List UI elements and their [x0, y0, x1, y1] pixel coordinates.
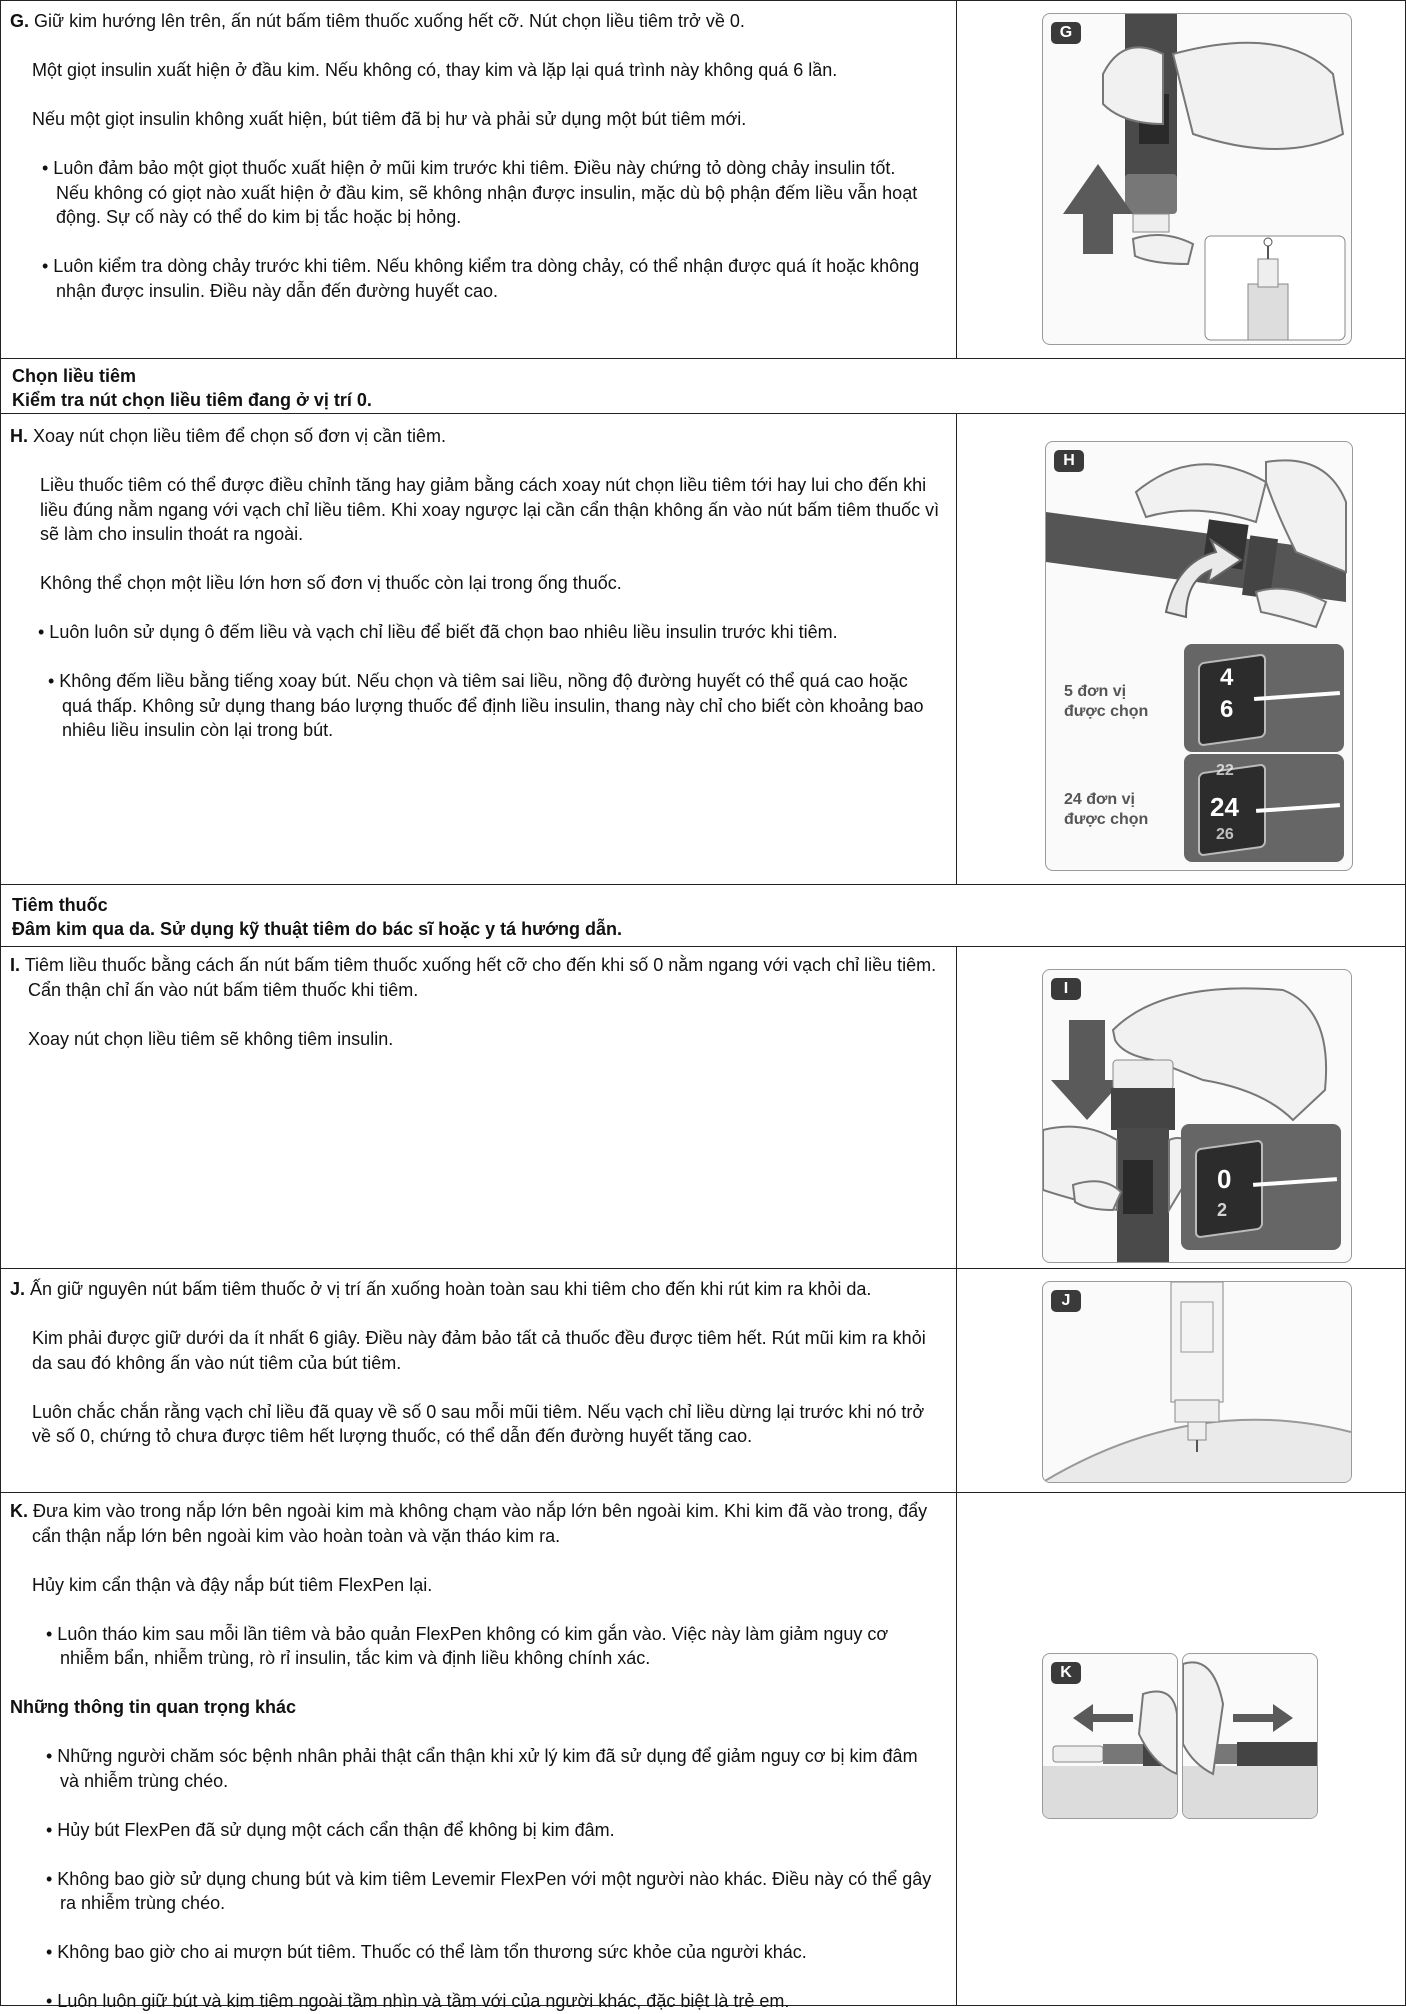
step-h-label: H.	[10, 426, 28, 446]
caption-24-units: 24 đơn vị được chọn	[1064, 791, 1149, 828]
dose-number: 4	[1220, 664, 1234, 691]
step-k-label: K.	[10, 1501, 28, 1521]
step-k-row	[0, 1492, 1406, 2011]
step-i-lead	[10, 953, 940, 1002]
step-g-text	[10, 9, 940, 303]
section-inject-header	[0, 884, 1406, 946]
figure-j	[1042, 1281, 1352, 1483]
figure-g	[1042, 13, 1352, 345]
step-g-lead-text: Giữ kim hướng lên trên, ấn nút bấm tiêm thuốc xuống hết cỡ. Nút chọn liều tiêm trở về 0.	[34, 11, 745, 31]
figure-g-badge: G	[1051, 22, 1081, 44]
step-h-lead	[10, 424, 940, 449]
section-dose-title: Chọn liều tiêm	[12, 366, 137, 386]
step-h-paragraph: Không thể chọn một liều lớn hơn số đơn vị thuốc còn lại trong ống thuốc.	[40, 573, 622, 593]
dose-number: 2	[1217, 1200, 1228, 1220]
step-j-row	[0, 1268, 1406, 1492]
dose-window-zero	[1181, 1124, 1341, 1250]
figure-h	[1045, 441, 1353, 871]
section-inject-subtitle: Đâm kim qua da. Sử dụng kỹ thuật tiêm do bác sĩ hoặc y tá hướng dẫn.	[12, 919, 622, 939]
dose-window-24	[1184, 754, 1344, 862]
caption-5-units: 5 đơn vị được chọn	[1064, 683, 1149, 720]
step-i-lead-text: Tiêm liều thuốc bằng cách ấn nút bấm tiêm thuốc xuống hết cỡ cho đến khi số 0 nằm ngang với vạch chỉ liều tiêm. Cẩn thận chỉ ấn vào nút bấm tiêm thuốc khi tiêm.	[24, 955, 937, 1000]
figure-k-right-illustration	[1183, 1654, 1317, 1818]
section-dose-header	[0, 358, 1406, 413]
dose-number: 22	[1216, 762, 1234, 779]
figure-k-right	[1182, 1653, 1318, 1819]
step-k-text	[10, 1499, 940, 2014]
step-i-text	[10, 953, 940, 1051]
dose-number: 26	[1216, 826, 1234, 843]
step-g-paragraph: Nếu một giọt insulin không xuất hiện, bút tiêm đã bị hư và phải sử dụng một bút tiêm mới.	[32, 109, 747, 129]
dose-number: 0	[1217, 1164, 1232, 1194]
step-k-bullet: • Luôn tháo kim sau mỗi lần tiêm và bảo quản FlexPen không có kim gắn vào. Việc này làm giảm nguy cơ nhiễm bẩn, nhiễm trùng, rò rỉ insulin, tắc kim và định liều không chính xác.	[46, 1623, 889, 1668]
dose-number: 24	[1210, 792, 1239, 822]
step-j-paragraph: Kim phải được giữ dưới da ít nhất 6 giây. Điều này đảm bảo tất cả thuốc đều được tiêm hết. Rút mũi kim ra khỏi da sau đó không ấn vào nút tiêm của bút tiêm.	[32, 1328, 926, 1373]
step-j-paragraph: Luôn chắc chắn rằng vạch chỉ liều đã quay về số 0 sau mỗi mũi tiêm. Nếu vạch chỉ liều dừng lại trước khi nó trở về số 0, chứng tỏ chưa được tiêm hết lượng thuốc, có thể dẫn đến đường huyết tăng cao.	[32, 1401, 925, 1446]
other-info-bullet: • Không bao giờ cho ai mượn bút tiêm. Thuốc có thể làm tổn thương sức khỏe của người khác.	[46, 1942, 807, 1962]
step-j-label: J.	[10, 1279, 26, 1299]
step-j-lead-text: Ấn giữ nguyên nút bấm tiêm thuốc ở vị trí ấn xuống hoàn toàn sau khi tiêm cho đến khi rút kim ra khỏi da.	[30, 1279, 872, 1299]
step-h-text	[10, 424, 940, 743]
step-i-paragraph: Xoay nút chọn liều tiêm sẽ không tiêm insulin.	[28, 1028, 394, 1049]
step-h-bullet: • Không đếm liều bằng tiếng xoay bút. Nếu chọn và tiêm sai liều, nồng độ đường huyết có thể quá cao hoặc quá thấp. Không sử dụng thang báo lượng thuốc để định liều insulin, thang này chỉ cho biết còn khoảng bao nhiêu liều insulin còn lại trong bút.	[48, 671, 924, 740]
figure-h-illustration	[1046, 442, 1352, 642]
figure-h-badge: H	[1054, 450, 1084, 472]
step-g-row	[0, 0, 1406, 358]
figure-j-illustration	[1043, 1282, 1351, 1482]
step-h-paragraph: Liều thuốc tiêm có thể được điều chỉnh tăng hay giảm bằng cách xoay nút chọn liều tiêm tới hay lui cho đến khi liều đúng nằm ngang với vạch chỉ liều tiêm. Khi xoay ngược lại cần cẩn thận không ấn vào nút bấm tiêm thuốc vì sẽ làm cho insulin thoát ra ngoài.	[40, 475, 940, 544]
figure-k-badge: K	[1051, 1662, 1081, 1684]
step-k-lead	[10, 1499, 940, 1548]
step-g-bullet: • Luôn kiểm tra dòng chảy trước khi tiêm. Nếu không kiểm tra dòng chảy, có thể nhận được quá ít hoặc không nhận được insulin. Điều này dẫn đến đường huyết cao.	[42, 256, 920, 301]
step-h-row	[0, 413, 1406, 884]
step-g-lead	[10, 9, 940, 34]
dose-window-5	[1184, 644, 1344, 752]
step-h-bullet: • Luôn luôn sử dụng ô đếm liều và vạch chỉ liều để biết đã chọn bao nhiêu liều insulin trước khi tiêm.	[38, 622, 838, 642]
other-info-bullet: • Những người chăm sóc bệnh nhân phải thật cẩn thận khi xử lý kim đã sử dụng để giảm nguy cơ bị kim đâm và nhiễm trùng chéo.	[46, 1746, 918, 1791]
step-i-row	[0, 946, 1406, 1268]
step-j-lead	[10, 1277, 940, 1302]
dose-number: 6	[1220, 696, 1234, 723]
step-k-lead-text: Đưa kim vào trong nắp lớn bên ngoài kim mà không chạm vào nắp lớn bên ngoài kim. Khi kim đã vào trong, đẩy cẩn thận nắp lớn bên ngoài kim vào hoàn toàn và vặn tháo kim ra.	[32, 1501, 928, 1546]
step-j-text	[10, 1277, 940, 1449]
step-g-paragraph: Một giọt insulin xuất hiện ở đầu kim. Nếu không có, thay kim và lặp lại quá trình này không quá 6 lần.	[32, 60, 838, 80]
figure-j-badge: J	[1051, 1290, 1081, 1312]
figure-i	[1042, 969, 1352, 1263]
figure-i-badge: I	[1051, 978, 1081, 1000]
other-info-title: Những thông tin quan trọng khác	[10, 1697, 296, 1717]
other-info-bullet: • Không bao giờ sử dụng chung bút và kim tiêm Levemir FlexPen với một người nào khác. Điều này có thể gây ra nhiễm trùng chéo.	[46, 1868, 932, 1913]
figure-k-left	[1042, 1653, 1178, 1819]
section-dose-subtitle: Kiểm tra nút chọn liều tiêm đang ở vị trí 0.	[12, 390, 372, 410]
other-info-bullet: • Luôn luôn giữ bút và kim tiêm ngoài tầm nhìn và tầm với của người khác, đặc biệt là trẻ em.	[46, 1991, 790, 2011]
step-k-paragraph: Hủy kim cẩn thận và đậy nắp bút tiêm FlexPen lại.	[32, 1574, 433, 1595]
other-info-bullet: • Hủy bút FlexPen đã sử dụng một cách cẩn thận để không bị kim đâm.	[46, 1819, 615, 1840]
section-inject-title: Tiêm thuốc	[12, 895, 108, 915]
figure-g-illustration	[1043, 14, 1351, 344]
step-g-bullet: • Luôn đảm bảo một giọt thuốc xuất hiện ở mũi kim trước khi tiêm. Điều này chứng tỏ dòng chảy insulin tốt. Nếu không có giọt nào xuất hiện ở đầu kim, sẽ không nhận được insulin, mặc dù bộ phận đếm liều vẫn hoạt động. Sự cố này có thể do kim bị tắc hoặc bị hỏng.	[42, 158, 918, 227]
step-g-label: G.	[10, 11, 30, 31]
step-i-label: I.	[10, 955, 21, 975]
step-h-lead-text: Xoay nút chọn liều tiêm để chọn số đơn vị cần tiêm.	[33, 426, 447, 446]
